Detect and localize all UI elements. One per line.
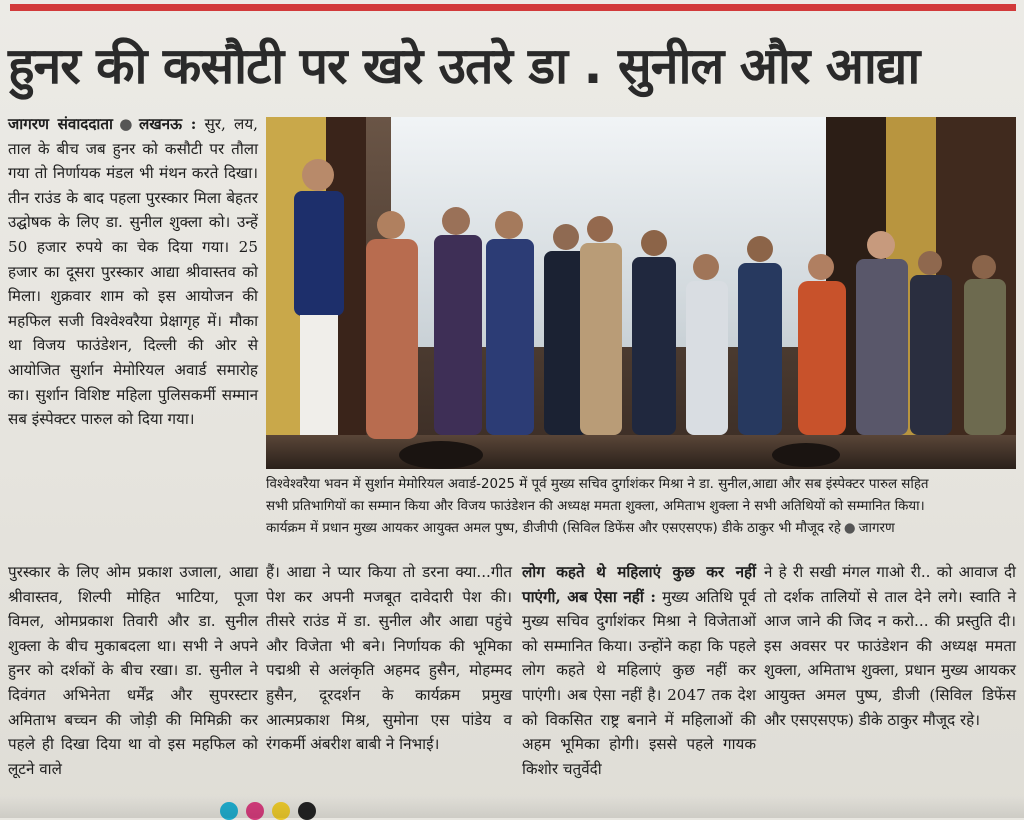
column-3-subhead: लोग कहते थे महिलाएं कुछ कर नहीं पाएंगी, अब ऐसा नहीं : [522,563,756,606]
bullet-icon: ● [115,115,136,133]
caption-line-1: विश्वेश्वरैया भवन में सुर्शान मेमोरियल अवार्ड-2025 में पूर्व मुख्य सचिव दुर्गाशंकर मिश्रा ने डा. सुनील,आद्या और सब इंस्पेक्टर पारुल सहित [266,477,929,492]
column-3-body: मुख्य अतिथि पूर्व मुख्य सचिव दुर्गाशंकर मिश्रा ने विजेताओं को सम्मानित किया। उन्होंने कहा कि पहले लोग कहते थे महिलाएं कुछ नहीं कर पाएंगी। अब ऐसा नहीं है। 2047 तक देश को विकसित राष्ट्र बनाने में महिलाओं की अहम भूमिका होगी। इससे पहले गायक किशोर चतुर्वेदी [522,587,756,778]
column-1-paragraph: पुरस्कार के लिए ओम प्रकाश उजाला, आद्या श्रीवास्तव, शिल्पी मोहित भाटिया, पूजा विमल, ओमप्रकाश तिवारी और डा. सुनील शुक्ला के बीच मुकाबदला था। सभी ने अपने हुनर को दर्शकों के बीच रखा। डा. सुनील ने दिवंगत अभिनेता धर्मेंद्र और सुपरस्टार अमिताभ बच्चन की जोड़ी की मिमिक्री कर पहले ही दिखा दिया था वो इस महफिल को लूटने वाले [8,563,258,778]
byline-city: लखनऊ : [138,115,197,133]
headline: हुनर की कसौटी पर खरे उतरे डा . सुनील और आद्या [8,37,920,95]
photo-caption [266,474,1016,540]
article-lead: सुर, लय, ताल के बीच जब हुनर को कसौटी पर तौला गया तो निर्णायक मंडल भी मंथन करते दिखा। तीन राउंड के बाद पहला पुरस्कार मिला बेहतर उद्घोषक के लिए डा. सुनील शुक्ला को। उन्हें 50 हजार रुपये का चेक दिया गया। 25 हजार का दूसरा पुरस्कार आद्या श्रीवास्तव को मिला। शुक्रवार शाम को इस आयोजन की महफिल सजी विश्वेश्वरैया प्रेक्षागृह में। मौका था विजय फाउंडेशन, दिल्ली की ओर से आयोजित सुर्शान मेमोरियल अवार्ड समारोह का। सुर्शान विशिष्ट महिला पुलिसकर्मी सम्मान सब इंस्पेक्टर पारुल को दिया गया। [8,115,258,429]
bullet-icon: ● [843,521,856,536]
column-2-paragraph: हैं। आद्या ने प्यार किया तो डरना क्या...गीत पेश कर अपनी मजबूत दावेदारी पेश की। तीसरे राउंड में डा. सुनील और आद्या पहुंचे और विजेता भी बने। निर्णायक की भूमिका पद्मश्री से अलंकृति अहमद हुसैन, मोहम्मद हुसैन, दूरदर्शन के कार्यक्रम प्रमुख आत्मप्रकाश मिश्र, सुमोना एस पांडेय व रंगकर्मी अंबरीश बाबी ने निभाई। [266,563,512,754]
stage-photo-illustration [266,117,1016,469]
caption-credit: जागरण [858,521,895,536]
column-1-top [8,112,258,432]
event-photo [266,117,1016,469]
column-3 [522,560,756,781]
caption-line-3: कार्यक्रम में प्रधान मुख्य आयकर आयुक्त अमल पुष्प, डीजीपी (सिविल डिफेंस और एसएसएफ) डीके ठाकुर भी मौजूद रहे [266,521,841,536]
caption-line-2: सभी प्रतिभागियों का सम्मान किया और विजय फाउंडेशन की अध्यक्ष ममता शुक्ला, अमिताभ शुक्ला ने सभी अतिथियों को सम्मानित किया। [266,499,925,514]
top-red-rule [10,4,1016,11]
page-edge-shadow [0,796,1024,818]
column-1-lower [8,560,258,781]
byline-reporter: जागरण संवाददाता [8,115,113,133]
column-2 [266,560,512,757]
column-4-paragraph: ने हे री सखी मंगल गाओ री.. को आवाज दी तो दर्शक तालियों से ताल देने लगे। स्वाति ने आज जाने की जिद न करो... की प्रस्तुति दी। इस अवसर पर फाउंडेशन की अध्यक्ष ममता शुक्ला, अमिताभ शुक्ला, प्रधान मुख्य आयकर आयुक्त अमल पुष्प, डीजी (सिविल डिफेंस और एसएसएफ) डीके ठाकुर मौजूद रहे। [764,563,1016,729]
column-4 [764,560,1016,732]
